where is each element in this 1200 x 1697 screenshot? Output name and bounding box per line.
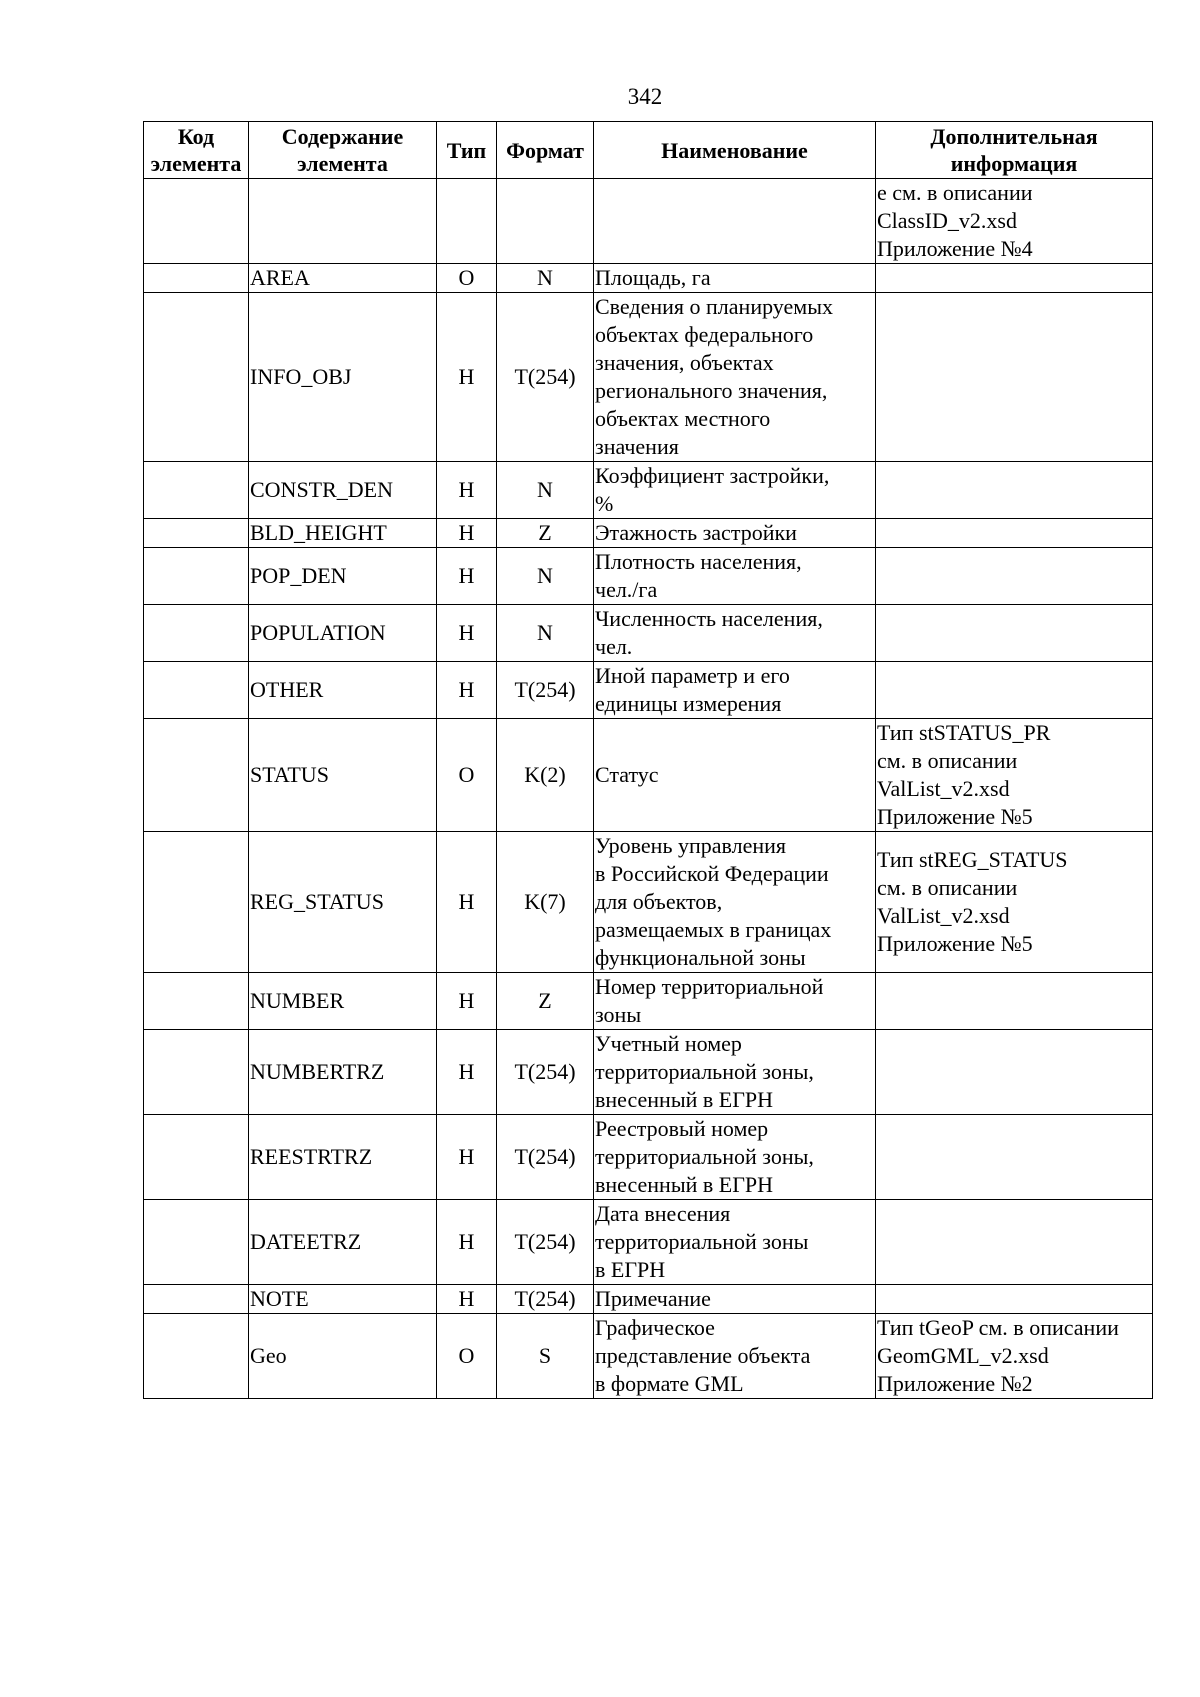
row-format-cell	[497, 662, 594, 719]
row-title-cell	[594, 548, 876, 605]
row-format-cell-text: N	[537, 477, 553, 502]
row-format-cell-text: Z	[538, 988, 552, 1013]
row-info-cell	[876, 1030, 1153, 1115]
row-title-cell-text: Примечание	[595, 1286, 711, 1311]
row-content-cell	[249, 1200, 437, 1285]
header-content: Содержание элемента	[249, 122, 437, 179]
row-code-cell	[144, 1200, 249, 1285]
row-format-cell	[497, 548, 594, 605]
row-type-cell-text: О	[458, 762, 475, 787]
row-title-cell	[594, 719, 876, 832]
row-code-cell	[144, 548, 249, 605]
row-content-cell-text: OTHER	[250, 677, 324, 702]
row-content-cell	[249, 719, 437, 832]
row-title-cell-text: Графическое представление объекта в формате GML	[595, 1315, 811, 1396]
row-format-cell	[497, 605, 594, 662]
row-format-cell	[497, 832, 594, 973]
row-title-cell	[594, 293, 876, 462]
row-info-cell	[876, 293, 1153, 462]
row-info-cell	[876, 1115, 1153, 1200]
row-code-cell	[144, 973, 249, 1030]
row-code-cell	[144, 293, 249, 462]
row-format-cell	[497, 1030, 594, 1115]
row-type-cell	[437, 179, 497, 264]
row-type-cell	[437, 462, 497, 519]
row-info-cell	[876, 1314, 1153, 1399]
row-format-cell-text: N	[537, 620, 553, 645]
row-format-cell-text: N	[537, 563, 553, 588]
row-title-cell	[594, 462, 876, 519]
row-content-cell-text: POP_DEN	[250, 563, 347, 588]
row-format-cell	[497, 293, 594, 462]
row-title-cell	[594, 264, 876, 293]
row-info-cell	[876, 548, 1153, 605]
row-info-cell	[876, 719, 1153, 832]
header-info: Дополнительная информация	[876, 122, 1153, 179]
row-format-cell	[497, 1200, 594, 1285]
table-row	[144, 662, 1153, 719]
row-content-cell-text: NOTE	[250, 1286, 309, 1311]
row-type-cell	[437, 973, 497, 1030]
row-type-cell	[437, 519, 497, 548]
row-content-cell-text: REESTRTRZ	[250, 1144, 373, 1169]
row-code-cell	[144, 605, 249, 662]
row-info-cell-text: Тип stSTATUS_PR см. в описании ValList_v2.xsd Приложение №5	[877, 720, 1051, 829]
row-info-cell	[876, 1285, 1153, 1314]
row-content-cell	[249, 662, 437, 719]
row-type-cell	[437, 293, 497, 462]
row-info-cell	[876, 179, 1153, 264]
row-content-cell-text: AREA	[250, 265, 310, 290]
row-format-cell	[497, 462, 594, 519]
row-content-cell	[249, 605, 437, 662]
row-type-cell-text: Н	[458, 988, 475, 1013]
row-title-cell-text: Сведения о планируемых объектах федерального значения, объектах регионального значения, объектах местного значения	[595, 294, 833, 459]
table-row	[144, 832, 1153, 973]
row-type-cell-text: Н	[458, 563, 475, 588]
row-type-cell-text: О	[458, 265, 475, 290]
header-title: Наименование	[594, 122, 876, 179]
row-title-cell	[594, 832, 876, 973]
row-type-cell	[437, 719, 497, 832]
row-format-cell	[497, 519, 594, 548]
row-code-cell	[144, 1115, 249, 1200]
row-content-cell-text: POPULATION	[250, 620, 386, 645]
row-content-cell-text: CONSTR_DEN	[250, 477, 394, 502]
row-title-cell	[594, 179, 876, 264]
table-row	[144, 1115, 1153, 1200]
row-title-cell	[594, 973, 876, 1030]
row-type-cell-text: Н	[458, 1229, 475, 1254]
row-info-cell	[876, 264, 1153, 293]
row-title-cell	[594, 662, 876, 719]
row-code-cell	[144, 719, 249, 832]
row-type-cell	[437, 264, 497, 293]
table-row	[144, 605, 1153, 662]
row-title-cell-text: Номер территориальной зоны	[595, 974, 824, 1027]
row-format-cell-text: Z	[538, 520, 552, 545]
row-title-cell-text: Численность населения, чел.	[595, 606, 823, 659]
table-row	[144, 548, 1153, 605]
row-code-cell	[144, 1030, 249, 1115]
row-format-cell-text: T(254)	[514, 364, 576, 389]
row-title-cell-text: Статус	[595, 762, 659, 787]
row-format-cell	[497, 719, 594, 832]
row-content-cell-text: Geo	[250, 1343, 287, 1368]
row-format-cell	[497, 1314, 594, 1399]
row-content-cell-text: INFO_OBJ	[250, 364, 352, 389]
row-format-cell	[497, 973, 594, 1030]
row-title-cell-text: Реестровый номер территориальной зоны, внесенный в ЕГРН	[595, 1116, 814, 1197]
row-code-cell	[144, 462, 249, 519]
row-info-cell	[876, 1200, 1153, 1285]
row-type-cell	[437, 1314, 497, 1399]
row-format-cell-text: T(254)	[514, 1286, 576, 1311]
page-number: 342	[627, 84, 663, 109]
row-type-cell	[437, 605, 497, 662]
table-row	[144, 973, 1153, 1030]
row-content-cell-text: STATUS	[250, 762, 329, 787]
row-format-cell	[497, 1285, 594, 1314]
row-format-cell-text: T(254)	[514, 1059, 576, 1084]
table-row	[144, 1314, 1153, 1399]
row-content-cell-text: NUMBERTRZ	[250, 1059, 385, 1084]
row-type-cell	[437, 662, 497, 719]
row-info-cell	[876, 605, 1153, 662]
row-info-cell	[876, 662, 1153, 719]
row-title-cell-text: Учетный номер территориальной зоны, внесенный в ЕГРН	[595, 1031, 814, 1112]
row-content-cell	[249, 1314, 437, 1399]
row-format-cell-text: S	[538, 1343, 552, 1368]
row-format-cell-text: T(254)	[514, 677, 576, 702]
row-title-cell	[594, 1115, 876, 1200]
table-row	[144, 1200, 1153, 1285]
row-title-cell	[594, 1285, 876, 1314]
header-code: Код элемента	[144, 122, 249, 179]
row-title-cell-text: Плотность населения, чел./га	[595, 549, 802, 602]
row-type-cell-text: Н	[458, 677, 475, 702]
row-info-cell	[876, 519, 1153, 548]
table-row	[144, 719, 1153, 832]
table-row	[144, 1285, 1153, 1314]
row-format-cell	[497, 179, 594, 264]
row-type-cell	[437, 548, 497, 605]
row-code-cell	[144, 1285, 249, 1314]
row-title-cell-text: Этажность застройки	[595, 520, 797, 545]
row-title-cell-text: Площадь, га	[595, 265, 711, 290]
row-type-cell-text: Н	[458, 1144, 475, 1169]
row-type-cell-text: Н	[458, 1059, 475, 1084]
row-content-cell	[249, 1285, 437, 1314]
header-type: Тип	[437, 122, 497, 179]
table-row	[144, 293, 1153, 462]
row-title-cell	[594, 1030, 876, 1115]
row-content-cell-text: DATEETRZ	[250, 1229, 362, 1254]
row-type-cell-text: Н	[458, 520, 475, 545]
row-format-cell-text: T(254)	[514, 1144, 576, 1169]
row-info-cell-text: Тип stREG_STATUS см. в описании ValList_v2.xsd Приложение №5	[877, 847, 1068, 956]
row-type-cell-text: Н	[458, 889, 475, 914]
row-type-cell	[437, 1200, 497, 1285]
row-format-cell-text: N	[537, 265, 553, 290]
row-title-cell-text: Коэффициент застройки, %	[595, 463, 830, 516]
row-info-cell	[876, 973, 1153, 1030]
table-row	[144, 264, 1153, 293]
row-content-cell	[249, 293, 437, 462]
row-format-cell-text: K(2)	[524, 762, 566, 787]
row-format-cell	[497, 1115, 594, 1200]
row-info-cell	[876, 832, 1153, 973]
row-title-cell-text: Дата внесения территориальной зоны в ЕГРН	[595, 1201, 809, 1282]
row-type-cell	[437, 832, 497, 973]
table-row	[144, 519, 1153, 548]
header-format: Формат	[497, 122, 594, 179]
row-title-cell	[594, 1314, 876, 1399]
row-type-cell-text: Н	[458, 364, 475, 389]
row-content-cell	[249, 973, 437, 1030]
row-type-cell	[437, 1115, 497, 1200]
row-code-cell	[144, 179, 249, 264]
row-title-cell	[594, 519, 876, 548]
row-content-cell-text: REG_STATUS	[250, 889, 384, 914]
row-content-cell	[249, 179, 437, 264]
row-format-cell-text: T(254)	[514, 1229, 576, 1254]
row-code-cell	[144, 519, 249, 548]
row-info-cell-text: Тип tGeoP см. в описании GeomGML_v2.xsd Приложение №2	[877, 1315, 1119, 1396]
row-type-cell-text: О	[458, 1343, 475, 1368]
row-type-cell	[437, 1030, 497, 1115]
row-title-cell	[594, 1200, 876, 1285]
row-type-cell-text: Н	[458, 1286, 475, 1311]
row-title-cell-text: Уровень управления в Российской Федерации для объектов, размещаемых в границах функциональной зоны	[595, 833, 832, 970]
row-content-cell	[249, 1115, 437, 1200]
table-row	[144, 462, 1153, 519]
row-content-cell	[249, 1030, 437, 1115]
table-header-row	[144, 122, 1153, 179]
table-row	[144, 179, 1153, 264]
row-type-cell	[437, 1285, 497, 1314]
table-row	[144, 1030, 1153, 1115]
row-info-cell	[876, 462, 1153, 519]
row-content-cell-text: BLD_HEIGHT	[250, 520, 387, 545]
row-type-cell-text: Н	[458, 620, 475, 645]
row-format-cell-text: K(7)	[524, 889, 566, 914]
row-content-cell	[249, 264, 437, 293]
row-type-cell-text: Н	[458, 477, 475, 502]
row-code-cell	[144, 1314, 249, 1399]
row-code-cell	[144, 264, 249, 293]
row-content-cell	[249, 548, 437, 605]
row-title-cell-text: Иной параметр и его единицы измерения	[595, 663, 790, 716]
row-title-cell	[594, 605, 876, 662]
row-content-cell	[249, 832, 437, 973]
row-content-cell	[249, 462, 437, 519]
row-code-cell	[144, 832, 249, 973]
row-code-cell	[144, 662, 249, 719]
element-spec-table	[143, 121, 1153, 1399]
row-content-cell-text: NUMBER	[250, 988, 345, 1013]
row-format-cell	[497, 264, 594, 293]
row-info-cell-text: е см. в описании ClassID_v2.xsd Приложение №4	[877, 180, 1033, 261]
row-content-cell	[249, 519, 437, 548]
